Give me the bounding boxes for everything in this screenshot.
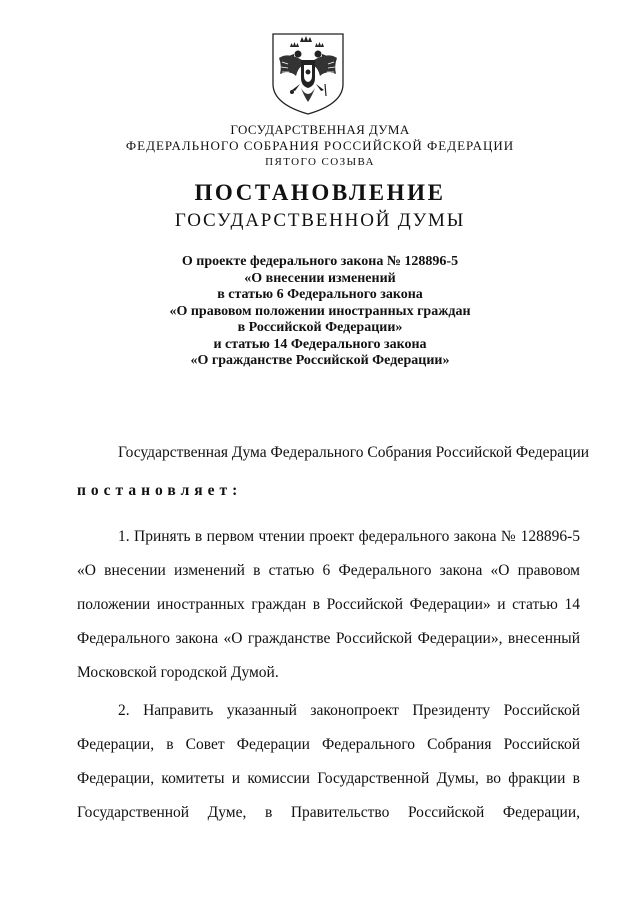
document-type-title: ПОСТАНОВЛЕНИЕ bbox=[194, 180, 446, 205]
paragraph-1 bbox=[77, 520, 580, 690]
paragraph-2 bbox=[77, 694, 580, 830]
subject-line: «О внесении изменений bbox=[244, 270, 396, 286]
subject-line: «О правовом положении иностранных граждан bbox=[169, 303, 471, 319]
paragraph-line: 2. Направить указанный законопроект Президенту Российской bbox=[118, 702, 580, 719]
document-subject bbox=[0, 254, 640, 370]
paragraph-line: Федерации, комитеты и комиссии Государственной Думы, во фракции в bbox=[77, 770, 580, 787]
paragraph-line: Федерального закона «О гражданстве Российской Федерации», внесенный bbox=[77, 630, 580, 647]
document-issuer-title: ГОСУДАРСТВЕННОЙ ДУМЫ bbox=[174, 210, 466, 231]
subject-line: в статью 6 Федерального закона bbox=[217, 287, 423, 302]
coat-of-arms-icon bbox=[270, 32, 346, 116]
convocation-line: ПЯТОГО СОЗЫВА bbox=[265, 156, 375, 168]
org-name-line-2: ФЕДЕРАЛЬНОГО СОБРАНИЯ РОССИЙСКОЙ ФЕДЕРАЦИИ bbox=[125, 138, 515, 153]
paragraph-line: Государственной Думе, в Правительство Российской Федерации, bbox=[77, 804, 580, 821]
paragraph-line: 1. Принять в первом чтении проект федерального закона № 128896-5 bbox=[118, 528, 580, 545]
subject-line: О проекте федерального закона № 128896-5 bbox=[181, 254, 459, 269]
subject-line: в Российской Федерации» bbox=[237, 320, 403, 335]
resolution-verb: постановляет: bbox=[77, 482, 243, 499]
subject-line: и статью 14 Федерального закона bbox=[213, 336, 427, 352]
paragraph-line: Московской городской Думой. bbox=[77, 664, 279, 681]
subject-line: «О гражданстве Российской Федерации» bbox=[190, 353, 450, 368]
paragraph-line: положении иностранных граждан в Российской Федерации» и статью 14 bbox=[77, 596, 580, 613]
paragraph-line: Федерации, в Совет Федерации Федерального Собрания Российской bbox=[77, 736, 580, 753]
resolution-intro: Государственная Дума Федерального Собрания Российской Федерации bbox=[118, 444, 590, 461]
paragraph-line: «О внесении изменений в статью 6 Федерального закона «О правовом bbox=[77, 562, 580, 579]
org-name-line-1: ГОСУДАРСТВЕННАЯ ДУМА bbox=[230, 122, 410, 137]
